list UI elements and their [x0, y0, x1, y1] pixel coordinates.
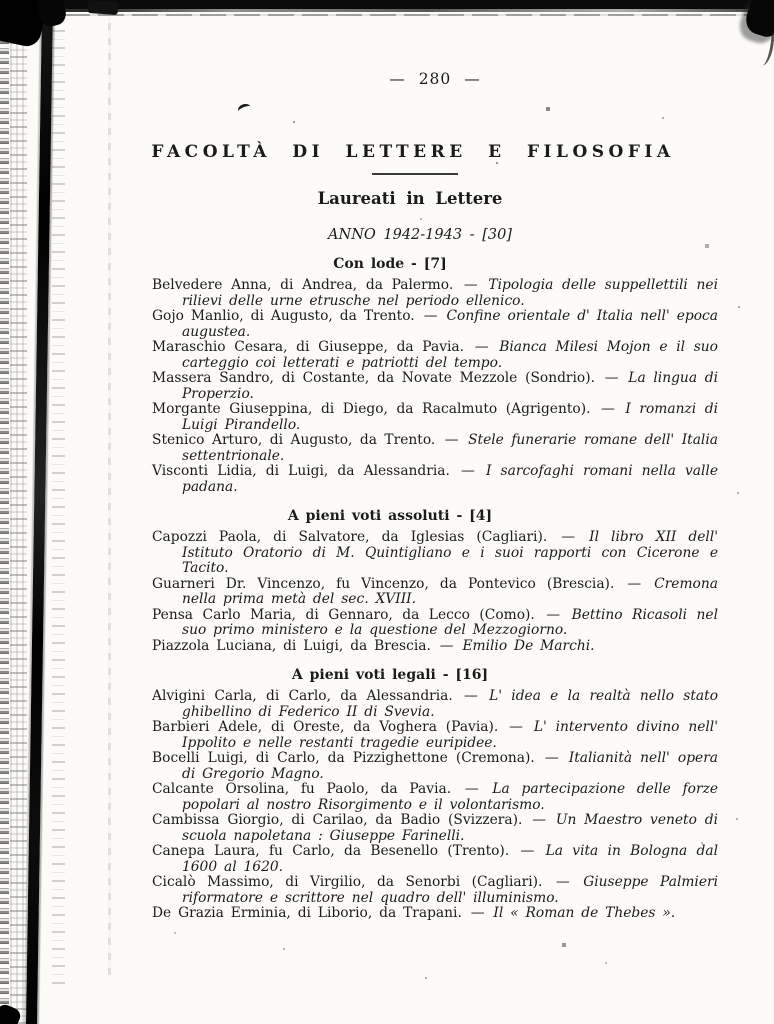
graduate-name: Morgante Giuseppina, di Diego, da Racalmuto (Agrigento). — [152, 401, 591, 417]
graduate-entry — [152, 577, 718, 608]
section-heading-pieni-voti-legali: A pieni voti legali - [16] — [291, 667, 489, 683]
graduate-name: Alvigini Carla, di Carlo, da Alessandria. — [152, 688, 453, 704]
dash-separator: — — [470, 905, 485, 921]
page-content — [152, 70, 718, 922]
dash-separator: — — [474, 339, 489, 355]
dash-separator: — — [555, 874, 570, 890]
graduate-name: De Grazia Erminia, di Liborio, da Trapani. — [152, 905, 462, 921]
graduate-entry — [152, 340, 718, 371]
dash-separator: — — [604, 370, 619, 386]
graduate-name: Gojo Manlio, di Augusto, da Trento. — [152, 308, 415, 324]
graduate-entry — [152, 278, 718, 309]
faculty-title: FACOLTÀ DI LETTERE E FILOSOFIA — [151, 142, 675, 162]
section-heading-con-lode: Con lode - [7] — [333, 256, 447, 272]
graduate-name: Bocelli Luigi, di Carlo, da Pizzighettone (Cremona). — [152, 750, 535, 766]
thesis-title: La lingua di Properzio. — [182, 370, 719, 402]
thesis-title: Il libro XII dell' Istituto Oratorio di M. Quintigliano e i suoi rapporti con Cicerone e Tacito. — [182, 529, 719, 576]
graduate-name: Cambissa Giorgio, di Carilao, da Badio (Svizzera). — [152, 812, 523, 828]
graduate-name: Cicalò Massimo, di Virgilio, da Senorbi (Cagliari). — [152, 874, 543, 890]
dash-separator: — — [561, 529, 576, 545]
graduate-name: Pensa Carlo Maria, di Gennaro, da Lecco (Como). — [152, 606, 535, 623]
page-number: — 280 — — [389, 70, 481, 88]
dash-separator: — — [532, 812, 547, 828]
graduate-list-con-lode — [152, 278, 718, 495]
dash-separator: — — [509, 719, 523, 735]
graduate-entry — [152, 530, 718, 577]
scan-left-edge-speckle — [0, 0, 9, 1024]
section-heading-pieni-voti-assoluti: A pieni voti assoluti - [4] — [287, 508, 493, 524]
thesis-title: I romanzi di Luigi Pirandello. — [182, 401, 718, 433]
graduate-entry — [152, 402, 718, 433]
graduate-entry — [152, 639, 718, 655]
thesis-title: I sarcofaghi romani nella valle padana. — [182, 463, 718, 495]
thesis-title: Cremona nella prima metà del sec. XVIII. — [182, 575, 718, 607]
thesis-title: Bettino Ricasoli nel suo primo ministero e la questione del Mezzogiorno. — [182, 606, 719, 638]
dash-separator: — — [444, 432, 459, 448]
scan-top-line-artifact — [30, 14, 774, 16]
graduate-entry — [152, 433, 718, 464]
dash-separator: — — [464, 688, 478, 704]
graduate-name: Visconti Lidia, di Luigi, da Alessandria. — [152, 463, 450, 479]
dash-separator: — — [546, 606, 561, 623]
graduate-name: Stenico Arturo, di Augusto, da Trento. — [152, 432, 436, 448]
graduate-entry — [152, 689, 718, 720]
graduate-name: Guarneri Dr. Vincenzo, fu Vincenzo, da Pontevico (Brescia). — [152, 575, 615, 592]
graduate-name: Belvedere Anna, di Andrea, da Palermo. — [152, 277, 454, 293]
scan-page-crease — [108, 10, 111, 975]
dash-separator: — — [464, 781, 479, 797]
graduate-name: Capozzi Paola, di Salvatore, da Iglesias (Cagliari). — [152, 529, 548, 545]
dash-separator: — — [461, 463, 475, 479]
graduate-entry — [152, 608, 718, 639]
scan-corner-mark-top — [88, 0, 119, 15]
title-rule — [372, 173, 458, 175]
dash-separator: — — [463, 277, 478, 293]
graduate-entry — [152, 906, 718, 922]
graduate-entry — [152, 720, 718, 751]
graduate-list-pieni-voti-legali — [152, 689, 718, 922]
graduate-name: Calcante Orsolina, fu Paolo, da Pavia. — [152, 781, 452, 797]
scan-left-edge-speckle-3 — [52, 0, 65, 984]
graduate-entry — [152, 371, 718, 402]
thesis-title: La vita in Bologna dal 1600 al 1620. — [182, 843, 718, 875]
dash-separator: — — [439, 637, 454, 654]
graduate-entry — [152, 464, 718, 495]
scan-binding-streak — [26, 0, 54, 1024]
graduate-entry — [152, 813, 718, 844]
graduate-entry — [152, 875, 718, 906]
thesis-title: Italianità nell' opera di Gregorio Magno. — [182, 750, 719, 782]
thesis-title: La partecipazione delle forze popolari al nostro Risorgimento e il volontarismo. — [182, 781, 719, 813]
degree-subtitle: Laureati in Lettere — [317, 189, 503, 208]
graduate-list-pieni-voti-assoluti — [152, 530, 718, 654]
dash-separator: — — [601, 401, 615, 417]
graduate-name: Maraschio Cesara, di Giuseppe, da Pavia. — [152, 339, 465, 355]
thesis-title: Un Maestro veneto di scuola napoletana : Giuseppe Farinelli. — [182, 812, 718, 844]
graduate-entry — [152, 782, 718, 813]
thesis-title: L' intervento divino nell' Ippolito e nelle restanti tragedie euripidee. — [182, 719, 718, 751]
graduate-entry — [152, 844, 718, 875]
thesis-title: Giuseppe Palmieri riformatore e scrittore nel quadro dell' illuminismo. — [182, 874, 719, 906]
scan-left-edge-speckle-2 — [10, 0, 27, 1024]
dash-separator: — — [520, 843, 535, 859]
dash-separator: — — [627, 575, 642, 592]
dash-separator: — — [423, 308, 438, 324]
thesis-title: Bianca Milesi Mojon e il suo carteggio coi letterati e patriotti del tempo. — [182, 339, 718, 371]
thesis-title: L' idea e la realtà nello stato ghibellino di Federico II di Svevia. — [182, 688, 718, 720]
thesis-title: Emilio De Marchi. — [462, 637, 595, 654]
thesis-title: Il « Roman de Thebes ». — [493, 905, 676, 921]
graduate-entry — [152, 309, 718, 340]
graduate-name: Massera Sandro, di Costante, da Novate Mezzole (Sondrio). — [152, 370, 596, 386]
graduate-name: Canepa Laura, fu Carlo, da Besenello (Trento). — [152, 843, 510, 859]
scan-dust-specks — [0, 0, 2, 2]
graduate-name: Barbieri Adele, di Oreste, da Voghera (Pavia). — [152, 719, 499, 735]
scan-corner-tail-top-right — [758, 31, 774, 66]
academic-year-heading: ANNO 1942-1943 - [30] — [328, 227, 512, 243]
graduate-entry — [152, 751, 718, 782]
thesis-title: Tipologia delle suppellettili nei rilievi delle urne etrusche nel periodo ellenico. — [182, 277, 718, 309]
thesis-title: Stele funerarie romane dell' Italia settentrionale. — [182, 432, 718, 464]
dash-separator: — — [544, 750, 559, 766]
thesis-title: Confine orientale d' Italia nell' epoca augustea. — [182, 308, 719, 340]
graduate-name: Piazzola Luciana, di Luigi, da Brescia. — [152, 637, 431, 654]
